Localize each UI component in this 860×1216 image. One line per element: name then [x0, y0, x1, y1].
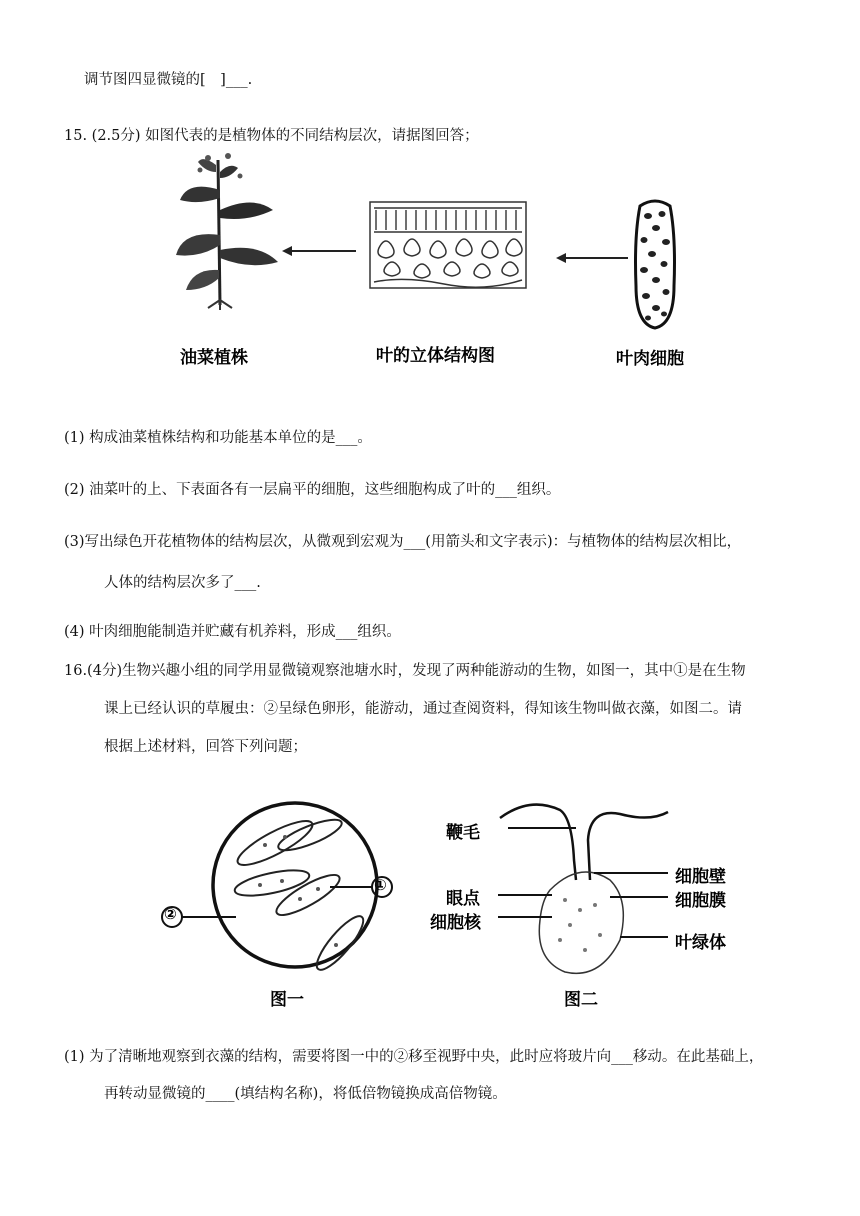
figure-two-caption: 图二 — [564, 990, 598, 1010]
figure-one-field-of-view — [160, 795, 400, 975]
q16-line1: 16.(4分)生物兴趣小组的同学用显微镜观察池塘水时，发现了两种能游动的生物，如图一，其中①是在生物 — [64, 663, 746, 679]
label-2: ② — [164, 905, 177, 923]
q15-sub3-line1: (3)写出绿色开花植物体的结构层次，从微观到宏观为___(用箭头和文字表示)：与植物体的结构层次相比， — [64, 534, 742, 550]
figure-label: 油菜植株 — [180, 348, 248, 368]
rapeseed-plant-illustration — [168, 150, 288, 310]
q16-sub1-line2: 再转动显微镜的____(填结构名称)，将低倍物镜换成高倍物镜。 — [104, 1086, 507, 1102]
figure-label: 叶的立体结构图 — [376, 346, 495, 366]
label-eyespot: 眼点 — [446, 889, 480, 909]
figure-one-caption: 图一 — [270, 990, 304, 1010]
q15-sub2: (2) 油菜叶的上、下表面各有一层扁平的细胞，这些细胞构成了叶的___组织。 — [64, 482, 561, 498]
q16-line3: 根据上述材料，回答下列问题； — [104, 739, 307, 755]
q16-sub1-line1: (1) 为了清晰地观察到衣藻的结构，需要将图一中的②移至视野中央，此时应将玻片向___移动。在此基础上， — [64, 1049, 764, 1065]
label-flagellum: 鞭毛 — [446, 823, 480, 843]
q14-tail: 调节图四显微镜的[ ]___. — [84, 72, 253, 88]
figure-label: 叶肉细胞 — [616, 349, 684, 369]
label-chloroplast: 叶绿体 — [675, 933, 726, 953]
q15-header: 15. (2.5分) 如图代表的是植物体的不同结构层次，请据图回答； — [64, 128, 479, 144]
label-1: ① — [374, 876, 387, 894]
leaf-structure-illustration — [364, 196, 532, 294]
label-cell-wall: 细胞壁 — [675, 867, 726, 887]
q16-line2: 课上已经认识的草履虫：②呈绿色卵形，能游动，通过查阅资料，得知该生物叫做衣藻，如图二。请 — [104, 701, 742, 717]
arrow-icon — [556, 251, 628, 265]
label-cell-membrane: 细胞膜 — [675, 891, 726, 911]
label-nucleus: 细胞核 — [430, 913, 481, 933]
arrow-icon — [282, 244, 357, 258]
q15-sub1: (1) 构成油菜植株结构和功能基本单位的是___。 — [64, 430, 372, 446]
q15-sub3-line2: 人体的结构层次多了___. — [104, 575, 261, 591]
mesophyll-cell-illustration — [626, 196, 684, 332]
q15-sub4: (4) 叶肉细胞能制造并贮藏有机养料，形成___组织。 — [64, 624, 401, 640]
